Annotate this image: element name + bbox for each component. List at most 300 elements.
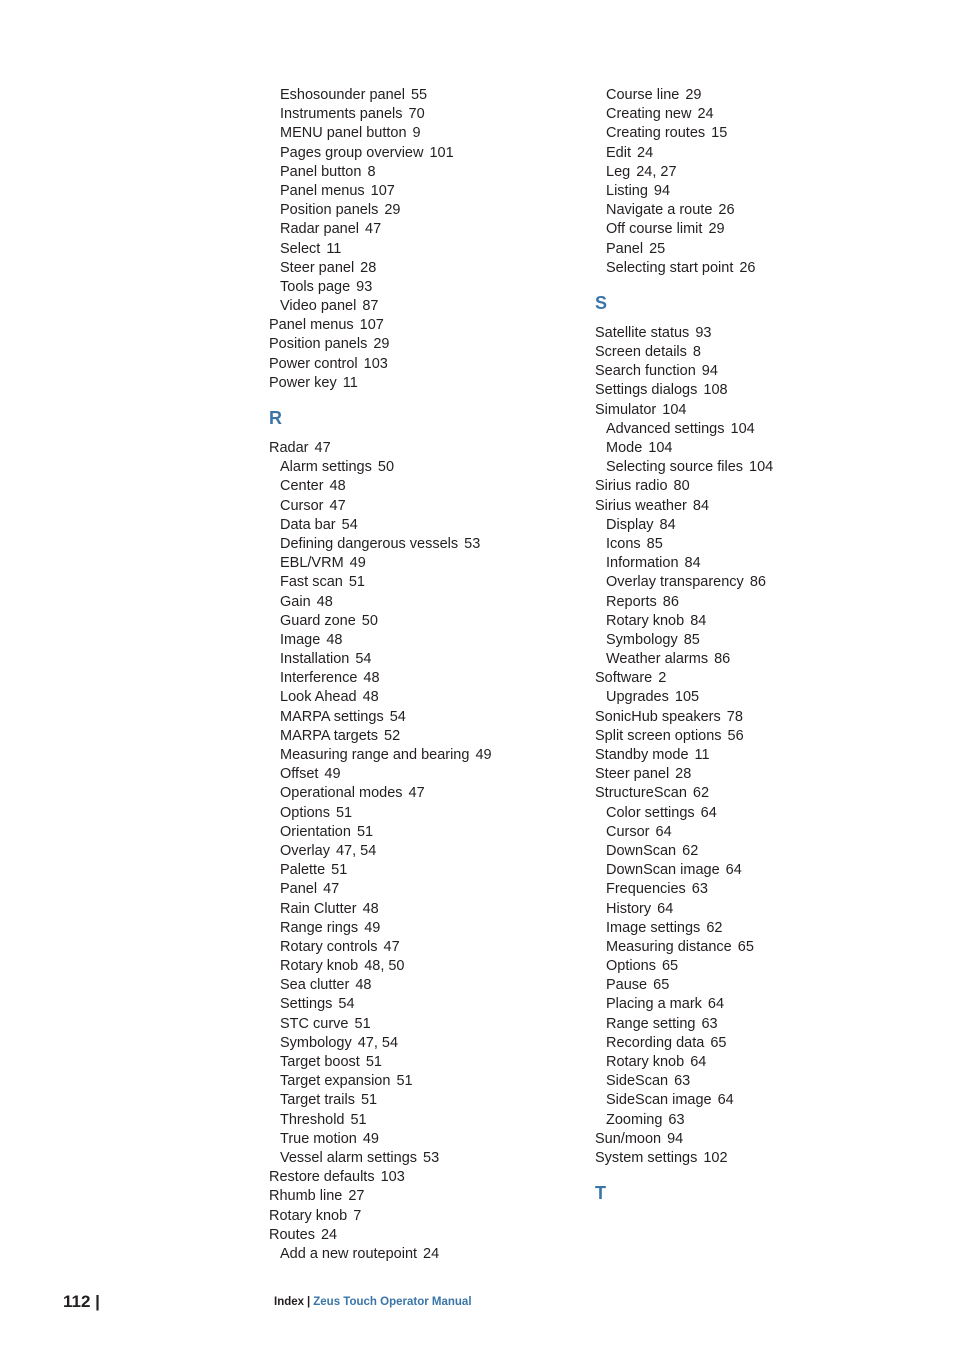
index-page-ref: 9 (412, 125, 421, 142)
index-term: Measuring range and bearing (280, 747, 470, 763)
index-page-ref: 101 (429, 144, 454, 161)
index-page-ref: 47 (408, 785, 425, 802)
index-page-ref: 24 (320, 1226, 338, 1243)
index-subentry (269, 554, 579, 573)
index-term: Split screen options (595, 727, 722, 744)
index-term: True motion (280, 1130, 357, 1147)
index-page-ref: 107 (359, 317, 384, 334)
index-page-ref: 55 (410, 87, 428, 103)
index-entry (269, 316, 579, 335)
index-subentry (269, 516, 579, 535)
index-entry (595, 784, 925, 803)
index-term: Instruments panels (280, 106, 403, 123)
index-term: Target boost (280, 1054, 360, 1070)
index-entry (595, 727, 925, 746)
index-subentry (269, 240, 579, 259)
index-page-ref: 28 (360, 259, 377, 276)
index-subentry (595, 612, 925, 631)
index-page-ref: 48 (362, 689, 379, 706)
index-subentry (595, 458, 925, 477)
index-page-ref: 105 (674, 689, 700, 706)
index-page-ref: 11 (694, 747, 710, 763)
index-page-ref: 65 (710, 1034, 727, 1051)
index-term: Options (280, 804, 330, 821)
index-term: Range setting (606, 1015, 696, 1032)
index-term: Select (280, 240, 321, 257)
index-subentry (269, 535, 579, 554)
index-page-ref: 49 (349, 555, 366, 572)
index-subentry (269, 297, 579, 316)
index-page-ref: 64 (717, 1092, 734, 1109)
index-term: Sun/moon (595, 1130, 662, 1147)
index-term: Panel button (280, 163, 362, 180)
index-page-ref: 26 (739, 259, 756, 276)
index-term: Placing a mark (606, 996, 702, 1013)
index-subentry (269, 1072, 579, 1091)
index-term: Target trails (280, 1092, 355, 1109)
index-page-ref: 48, 50 (364, 958, 405, 975)
index-page-ref: 51 (348, 574, 365, 591)
index-page-ref: 51 (350, 1111, 367, 1128)
index-term: STC curve (280, 1015, 349, 1032)
index-term: Eshosounder panel (280, 87, 405, 103)
index-term: Panel menus (280, 182, 365, 199)
index-subentry (269, 861, 579, 880)
index-term: Rotary knob (269, 1207, 348, 1224)
index-term: Frequencies (606, 881, 686, 898)
index-term: Symbology (606, 631, 678, 648)
index-term: Cursor (606, 823, 650, 840)
index-page-ref: 54 (355, 651, 372, 668)
index-entry (595, 362, 925, 381)
index-subentry (595, 938, 925, 957)
index-column-right (595, 86, 925, 1213)
index-term: Operational modes (280, 785, 403, 802)
index-term: EBL/VRM (280, 555, 344, 572)
index-page-ref: 50 (377, 459, 395, 476)
index-term: Restore defaults (269, 1169, 375, 1186)
index-subentry (595, 1015, 925, 1034)
index-term: Leg (606, 163, 631, 180)
index-term: Options (606, 958, 656, 975)
index-page-ref: 54 (341, 516, 358, 533)
index-subentry (595, 182, 925, 201)
index-subentry (595, 163, 925, 182)
index-term: Reports (606, 593, 657, 610)
index-term: Settings (280, 996, 333, 1013)
index-entry (269, 335, 579, 354)
index-page-ref: 54 (389, 708, 406, 725)
index-subentry (269, 823, 579, 842)
index-page-ref: 47 (365, 221, 382, 238)
index-page-ref: 15 (711, 125, 728, 142)
index-page-ref: 64 (725, 862, 742, 879)
index-page-ref: 29 (373, 336, 390, 353)
index-term: Gain (280, 593, 311, 610)
index-term: Image (280, 631, 321, 648)
index-page-ref: 11 (326, 240, 342, 257)
index-page-ref: 93 (695, 324, 712, 341)
index-subentry (269, 880, 579, 899)
index-page-ref: 94 (701, 363, 718, 380)
index-page-ref: 64 (657, 900, 674, 917)
index-subentry (595, 573, 925, 592)
index-page-ref: 11 (342, 374, 358, 391)
index-term: SideScan image (606, 1092, 712, 1109)
index-page-ref: 63 (691, 881, 708, 898)
index-subentry (269, 497, 579, 516)
index-subentry (269, 784, 579, 803)
index-entry (595, 401, 925, 420)
index-page-ref: 48 (355, 977, 372, 994)
index-term: Look Ahead (280, 689, 357, 706)
index-term: Pause (606, 977, 648, 994)
index-subentry (269, 201, 579, 220)
index-term: Interference (280, 670, 358, 687)
index-term: Advanced settings (606, 420, 725, 437)
index-page-ref: 29 (708, 221, 725, 238)
index-term: Alarm settings (280, 459, 372, 476)
index-term: Recording data (606, 1034, 705, 1051)
index-page-ref: 29 (384, 202, 401, 219)
index-subentry (595, 976, 925, 995)
index-page-ref: 51 (360, 1092, 378, 1109)
index-page-ref: 49 (324, 766, 341, 783)
index-term: Measuring distance (606, 938, 732, 955)
index-subentry (595, 842, 925, 861)
index-term: Threshold (280, 1111, 345, 1128)
index-subentry (269, 1130, 579, 1149)
index-page-ref: 64 (707, 996, 725, 1013)
index-term: Mode (606, 440, 643, 456)
index-page-ref: 84 (659, 516, 676, 533)
index-entry (595, 708, 925, 727)
index-page-ref: 8 (367, 163, 376, 180)
index-page-ref: 53 (464, 535, 481, 552)
index-subentry (269, 124, 579, 143)
index-term: Installation (280, 651, 350, 668)
index-page-ref: 84 (690, 612, 707, 629)
index-page-ref: 63 (674, 1073, 691, 1090)
index-page-ref: 51 (331, 862, 348, 879)
index-page-ref: 94 (667, 1130, 684, 1147)
index-page-ref: 63 (701, 1015, 718, 1032)
index-page-ref: 103 (380, 1169, 405, 1186)
index-page-ref: 48 (363, 670, 380, 687)
index-page-ref: 26 (718, 202, 735, 219)
index-entry (269, 374, 579, 393)
index-page-ref: 64 (690, 1054, 707, 1070)
index-subentry (595, 631, 925, 650)
index-subentry (269, 593, 579, 612)
index-term: Data bar (280, 516, 336, 533)
index-subentry (595, 86, 925, 105)
index-subentry (269, 1111, 579, 1130)
index-subentry (269, 86, 579, 105)
index-subentry (595, 900, 925, 919)
index-page-ref: 51 (365, 1054, 382, 1070)
index-page-ref: 52 (384, 727, 401, 744)
index-term: Course line (606, 87, 680, 103)
index-term: Panel menus (269, 317, 354, 334)
index-subentry (595, 554, 925, 573)
index-page-ref: 86 (714, 651, 731, 668)
index-subentry (269, 144, 579, 163)
index-subentry (269, 995, 579, 1014)
index-page-ref: 65 (737, 938, 754, 955)
index-page-ref: 25 (649, 240, 666, 257)
index-subentry (269, 708, 579, 727)
index-term: StructureScan (595, 785, 687, 802)
index-page-ref: 47 (329, 497, 346, 514)
index-page-ref: 104 (648, 440, 673, 456)
index-page-ref: 56 (727, 727, 744, 744)
index-subentry (269, 1091, 579, 1110)
index-term: Radar panel (280, 221, 359, 238)
index-subentry (269, 182, 579, 201)
index-term: Rotary controls (280, 938, 378, 955)
index-subentry (269, 1149, 579, 1168)
index-term: Information (606, 555, 679, 572)
index-subentry (595, 688, 925, 707)
footer-manual-title: Zeus Touch Operator Manual (313, 1296, 472, 1308)
index-term: Symbology (280, 1034, 352, 1051)
index-subentry (269, 573, 579, 592)
index-subentry (595, 144, 925, 163)
index-subentry (269, 278, 579, 297)
index-term: Creating routes (606, 125, 706, 142)
index-term: Standby mode (595, 747, 689, 763)
index-term: Rotary knob (280, 958, 359, 975)
index-subentry (269, 727, 579, 746)
index-page-ref: 102 (703, 1149, 728, 1166)
index-page-ref: 49 (364, 919, 381, 936)
index-page-ref: 86 (749, 574, 766, 591)
index-entry (269, 439, 579, 458)
index-term: Satellite status (595, 324, 690, 341)
index-term: Color settings (606, 804, 695, 821)
index-term: Radar (269, 440, 309, 456)
index-subentry (269, 477, 579, 496)
index-term: Creating new (606, 106, 692, 123)
index-term: History (606, 900, 652, 917)
index-page-ref: 108 (703, 382, 728, 399)
index-term: Orientation (280, 823, 351, 840)
index-entry (595, 497, 925, 516)
index-page-ref: 85 (646, 535, 663, 552)
index-page-ref: 54 (338, 996, 355, 1013)
index-term: SonicHub speakers (595, 708, 721, 725)
index-term: Rain Clutter (280, 900, 357, 917)
index-subentry (595, 1034, 925, 1053)
index-term: Off course limit (606, 221, 703, 238)
index-subentry (269, 938, 579, 957)
index-term: Overlay transparency (606, 574, 744, 591)
index-term: MENU panel button (280, 125, 407, 142)
index-term: Settings dialogs (595, 382, 698, 399)
index-term: Tools page (280, 278, 351, 295)
index-entry (595, 1130, 925, 1149)
index-entry (595, 765, 925, 784)
index-page-ref: 27 (348, 1188, 365, 1205)
index-page-ref: 49 (362, 1130, 379, 1147)
index-term: Power control (269, 355, 358, 372)
index-subentry (269, 688, 579, 707)
index-entry (269, 1226, 579, 1245)
index-term: Zooming (606, 1111, 663, 1128)
index-term: Weather alarms (606, 651, 709, 668)
index-letter-heading: T (595, 1183, 606, 1204)
index-term: Sirius weather (595, 497, 687, 514)
index-subentry (269, 1015, 579, 1034)
index-page-ref: 48 (329, 478, 346, 495)
index-page-ref: 47 (314, 440, 331, 456)
index-entry (595, 381, 925, 400)
index-subentry (269, 650, 579, 669)
index-subentry (595, 259, 925, 278)
index-page-ref: 48 (326, 631, 343, 648)
index-page-ref: 104 (749, 459, 774, 476)
index-subentry (595, 804, 925, 823)
index-page-ref: 70 (408, 106, 425, 123)
index-page-ref: 103 (363, 355, 388, 372)
index-page-ref: 47, 54 (335, 842, 377, 859)
index-term: MARPA targets (280, 727, 379, 744)
index-page-ref: 24 (637, 144, 654, 161)
index-term: Upgrades (606, 689, 669, 706)
index-subentry (269, 957, 579, 976)
index-term: Guard zone (280, 612, 356, 629)
index-page-ref: 2 (658, 670, 667, 687)
index-term: Selecting source files (606, 459, 744, 476)
index-page-ref: 47 (323, 881, 340, 898)
index-page-ref: 93 (356, 278, 373, 295)
index-entry (595, 477, 925, 496)
index-page-ref: 65 (653, 977, 670, 994)
index-entry (269, 355, 579, 374)
index-subentry (269, 669, 579, 688)
index-entry (595, 343, 925, 362)
index-term: Fast scan (280, 574, 343, 591)
index-page-ref: 104 (730, 420, 755, 437)
index-page-ref: 28 (675, 766, 692, 783)
index-term: Position panels (269, 336, 368, 353)
index-subentry (269, 765, 579, 784)
index-subentry (595, 995, 925, 1014)
index-term: Edit (606, 144, 631, 161)
index-term: DownScan (606, 842, 677, 859)
index-term: MARPA settings (280, 708, 384, 725)
index-term: Routes (269, 1226, 315, 1243)
index-page-ref: 78 (726, 708, 743, 725)
index-page-ref: 86 (662, 593, 679, 610)
index-subentry (595, 220, 925, 239)
index-page-ref: 24 (423, 1245, 440, 1262)
index-term: Software (595, 670, 653, 687)
index-term: Video panel (280, 298, 357, 315)
index-page-ref: 107 (370, 182, 395, 199)
index-subentry (595, 124, 925, 143)
index-page-ref: 84 (692, 497, 710, 514)
index-term: Power key (269, 374, 337, 391)
index-page-ref: 48 (316, 593, 333, 610)
index-page-ref: 50 (361, 612, 378, 629)
index-term: Target expansion (280, 1073, 391, 1090)
index-page-ref: 49 (475, 747, 492, 763)
index-term: Add a new routepoint (280, 1245, 418, 1262)
index-entry (269, 1187, 579, 1206)
index-entry (269, 1168, 579, 1187)
page-number: 112 | (63, 1292, 100, 1311)
index-subentry (269, 1245, 579, 1264)
index-term: Cursor (280, 497, 324, 514)
index-page-ref: 62 (692, 785, 710, 802)
index-subentry (595, 593, 925, 612)
index-term: System settings (595, 1149, 698, 1166)
index-subentry (269, 746, 579, 765)
index-term: Rotary knob (606, 612, 685, 629)
index-term: Listing (606, 182, 648, 199)
index-page-ref: 104 (662, 401, 687, 418)
index-subentry (269, 631, 579, 650)
index-subentry (269, 842, 579, 861)
index-term: Simulator (595, 401, 657, 418)
index-subentry (595, 861, 925, 880)
index-letter-heading: R (269, 408, 282, 428)
index-entry (595, 1149, 925, 1168)
index-column-left (269, 86, 579, 1264)
index-term: Rotary knob (606, 1054, 685, 1070)
index-entry (595, 324, 925, 343)
index-subentry (595, 516, 925, 535)
index-page-ref: 80 (673, 478, 690, 495)
index-subentry (595, 1111, 925, 1130)
index-entry (269, 1207, 579, 1226)
index-term: DownScan image (606, 862, 720, 879)
index-term: Navigate a route (606, 202, 713, 219)
index-page-ref: 8 (692, 344, 701, 361)
index-term: Image settings (606, 919, 701, 936)
index-letter-heading: S (595, 292, 608, 313)
index-term: Sea clutter (280, 977, 350, 994)
index-subentry (595, 439, 925, 458)
index-subentry (269, 163, 579, 182)
index-term: Icons (606, 535, 641, 552)
index-page-ref: 63 (668, 1111, 685, 1128)
index-page-ref: 47, 54 (357, 1034, 399, 1051)
index-page-ref: 51 (335, 804, 353, 821)
index-term: Offset (280, 766, 319, 783)
index-page-ref: 64 (655, 823, 672, 840)
index-term: Pages group overview (280, 144, 424, 161)
index-term: Steer panel (595, 766, 670, 783)
index-subentry (269, 612, 579, 631)
index-subentry (595, 1091, 925, 1110)
index-subentry (269, 804, 579, 823)
footer-separator: | (307, 1296, 311, 1308)
index-term: Vessel alarm settings (280, 1149, 418, 1166)
index-subentry (595, 1072, 925, 1091)
index-entry (595, 746, 925, 765)
index-page-ref: 94 (653, 182, 671, 199)
index-page-ref: 65 (661, 958, 679, 975)
index-subentry (595, 957, 925, 976)
index-page-ref: 51 (396, 1073, 413, 1090)
index-page-ref: 85 (683, 631, 700, 648)
index-page-ref: 7 (353, 1207, 362, 1224)
index-page-ref: 48 (362, 900, 379, 917)
index-page-ref: 64 (700, 804, 717, 821)
